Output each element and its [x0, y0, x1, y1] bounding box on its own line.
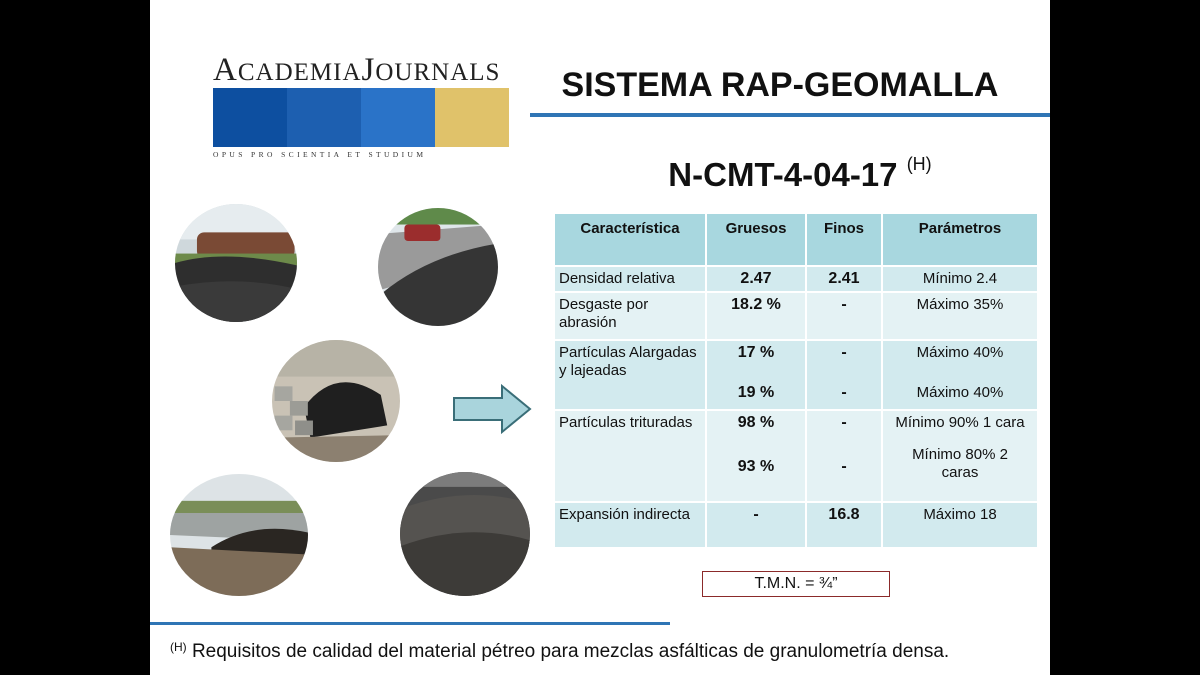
- logo-initial-j: J: [361, 52, 376, 88]
- title-underline: [530, 113, 1050, 117]
- header-parametros: Parámetros: [883, 214, 1037, 265]
- value-parametro: Máximo 40%: [916, 344, 1004, 361]
- photo-rap-mound: [400, 472, 530, 596]
- table-header-row: [555, 214, 1037, 265]
- value-gruesos: 19 %: [737, 384, 775, 401]
- academia-journals-logo: [213, 52, 509, 159]
- footer-rule: [150, 622, 670, 625]
- spacer: [811, 362, 877, 384]
- value-parametro: Mínimo 80% 2 caras: [912, 446, 1008, 481]
- norm-code: [600, 156, 1000, 194]
- photo-rap-lot: [170, 474, 308, 596]
- table-row: [555, 267, 1037, 291]
- header-finos: Finos: [807, 214, 881, 265]
- cell-gruesos: 18.2 %: [707, 293, 805, 339]
- cell-gruesos: -: [707, 503, 805, 547]
- cell-parametros: [883, 411, 1037, 501]
- cell-characteristic: Partículas trituradas: [555, 411, 705, 501]
- norm-code-sup: (H): [906, 154, 932, 174]
- spacer: [711, 432, 801, 458]
- logo-bar: [213, 88, 287, 147]
- value-gruesos: 17 %: [737, 344, 775, 361]
- spacer: [887, 432, 1033, 446]
- footnote: [170, 641, 949, 663]
- cell-finos: [807, 411, 881, 501]
- tmn-box: T.M.N. = ¾”: [702, 571, 890, 597]
- cell-finos: -: [807, 293, 881, 339]
- logo-bar: [435, 88, 509, 147]
- spacer: [887, 362, 1033, 384]
- value-finos: -: [841, 344, 847, 361]
- cell-parametros: Mínimo 2.4: [883, 267, 1037, 291]
- footnote-text: Requisitos de calidad del material pétreo para mezclas asfálticas de granulometría densa.: [191, 641, 950, 662]
- spacer: [811, 432, 877, 458]
- cell-parametros: Máximo 35%: [883, 293, 1037, 339]
- table-row: [555, 293, 1037, 339]
- cell-characteristic: Densidad relativa: [555, 267, 705, 291]
- cell-characteristic: Partículas Alargadas y lajeadas: [555, 341, 705, 409]
- header-caracteristica: Característica: [555, 214, 705, 265]
- norm-code-text: N-CMT-4-04-17: [668, 156, 898, 193]
- value-parametro: Mínimo 90% 1 cara: [895, 414, 1025, 431]
- value-finos: -: [841, 458, 847, 475]
- cell-gruesos: [707, 341, 805, 409]
- characteristics-table: [553, 212, 1039, 549]
- cell-parametros: [883, 341, 1037, 409]
- photo-rap-blocks: [272, 340, 400, 462]
- table-row: [555, 341, 1037, 409]
- value-parametro: Máximo 40%: [916, 384, 1004, 401]
- footnote-sup: (H): [170, 640, 187, 654]
- photo-rap-pile-tank: [175, 204, 297, 322]
- logo-bar: [287, 88, 361, 147]
- logo-tagline: OPUS PRO SCIENTIA ET STUDIUM: [213, 150, 427, 159]
- logo-bar: [361, 88, 435, 147]
- logo-color-bars: [213, 88, 509, 147]
- logo-initial-a: A: [213, 52, 238, 88]
- table-row: [555, 411, 1037, 501]
- header-gruesos: Gruesos: [707, 214, 805, 265]
- cell-parametros: Máximo 18: [883, 503, 1037, 547]
- cell-finos: [807, 341, 881, 409]
- arrow-right-icon: [452, 384, 532, 434]
- value-finos: -: [841, 384, 847, 401]
- cell-gruesos: [707, 411, 805, 501]
- photo-rap-roadside: [378, 208, 498, 326]
- spacer: [711, 362, 801, 384]
- cell-gruesos: 2.47: [707, 267, 805, 291]
- cell-characteristic: Desgaste por abrasión: [555, 293, 705, 339]
- cell-characteristic: Expansión indirecta: [555, 503, 705, 547]
- logo-word-academia: CADEMIA: [237, 59, 362, 86]
- value-finos: -: [841, 414, 847, 431]
- logo-word-journals: OURNALS: [375, 59, 501, 86]
- cell-finos: 16.8: [807, 503, 881, 547]
- value-gruesos: 98 %: [737, 414, 775, 431]
- logo-name: [213, 52, 509, 88]
- cell-finos: 2.41: [807, 267, 881, 291]
- slide: [150, 0, 1050, 675]
- value-gruesos: 93 %: [737, 458, 775, 475]
- slide-title: SISTEMA RAP-GEOMALLA: [561, 66, 999, 104]
- table-row: [555, 503, 1037, 547]
